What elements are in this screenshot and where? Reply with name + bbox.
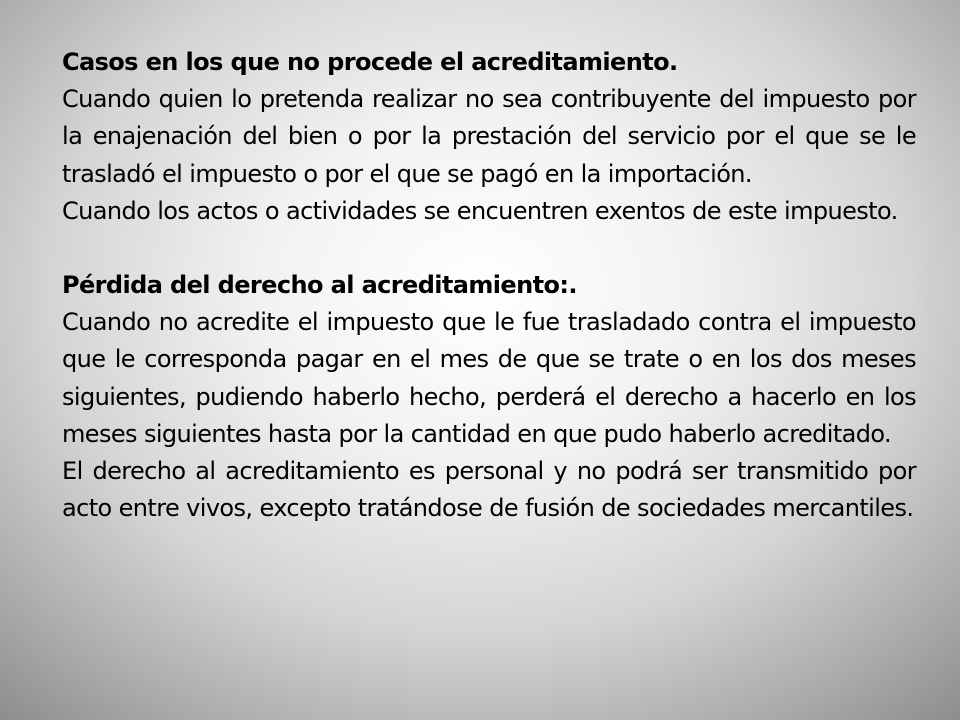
paragraph: Cuando los actos o actividades se encuentren exentos de este impuesto. bbox=[62, 196, 898, 225]
paragraph: Cuando quien lo pretenda realizar no sea contribuyente del impuesto por la enajenación del bien o por la prestación del servicio por el que se le trasladó el impuesto o por el que se pagó en la importación. bbox=[62, 85, 916, 188]
paragraph: Cuando no acredite el impuesto que le fue trasladado contra el impuesto que le corresponda pagar en el mes de que se trate o en los dos meses siguientes, pudiendo haberlo hecho, perderá el derecho a hacerlo en los meses siguientes hasta por la cantidad en que pudo haberlo acreditado. bbox=[62, 308, 916, 448]
paragraph: El derecho al acreditamiento es personal y no podrá ser transmitido por acto entre vivos, excepto tratándose de fusión de sociedades mercantiles. bbox=[62, 457, 916, 523]
section-divider bbox=[62, 230, 916, 267]
slide-content bbox=[62, 44, 916, 527]
section-perdida-derecho bbox=[62, 267, 916, 527]
section-heading: Pérdida del derecho al acreditamiento:. bbox=[62, 271, 577, 300]
section-casos-no-procede bbox=[62, 44, 916, 230]
section-heading: Casos en los que no procede el acreditamiento. bbox=[62, 48, 678, 76]
